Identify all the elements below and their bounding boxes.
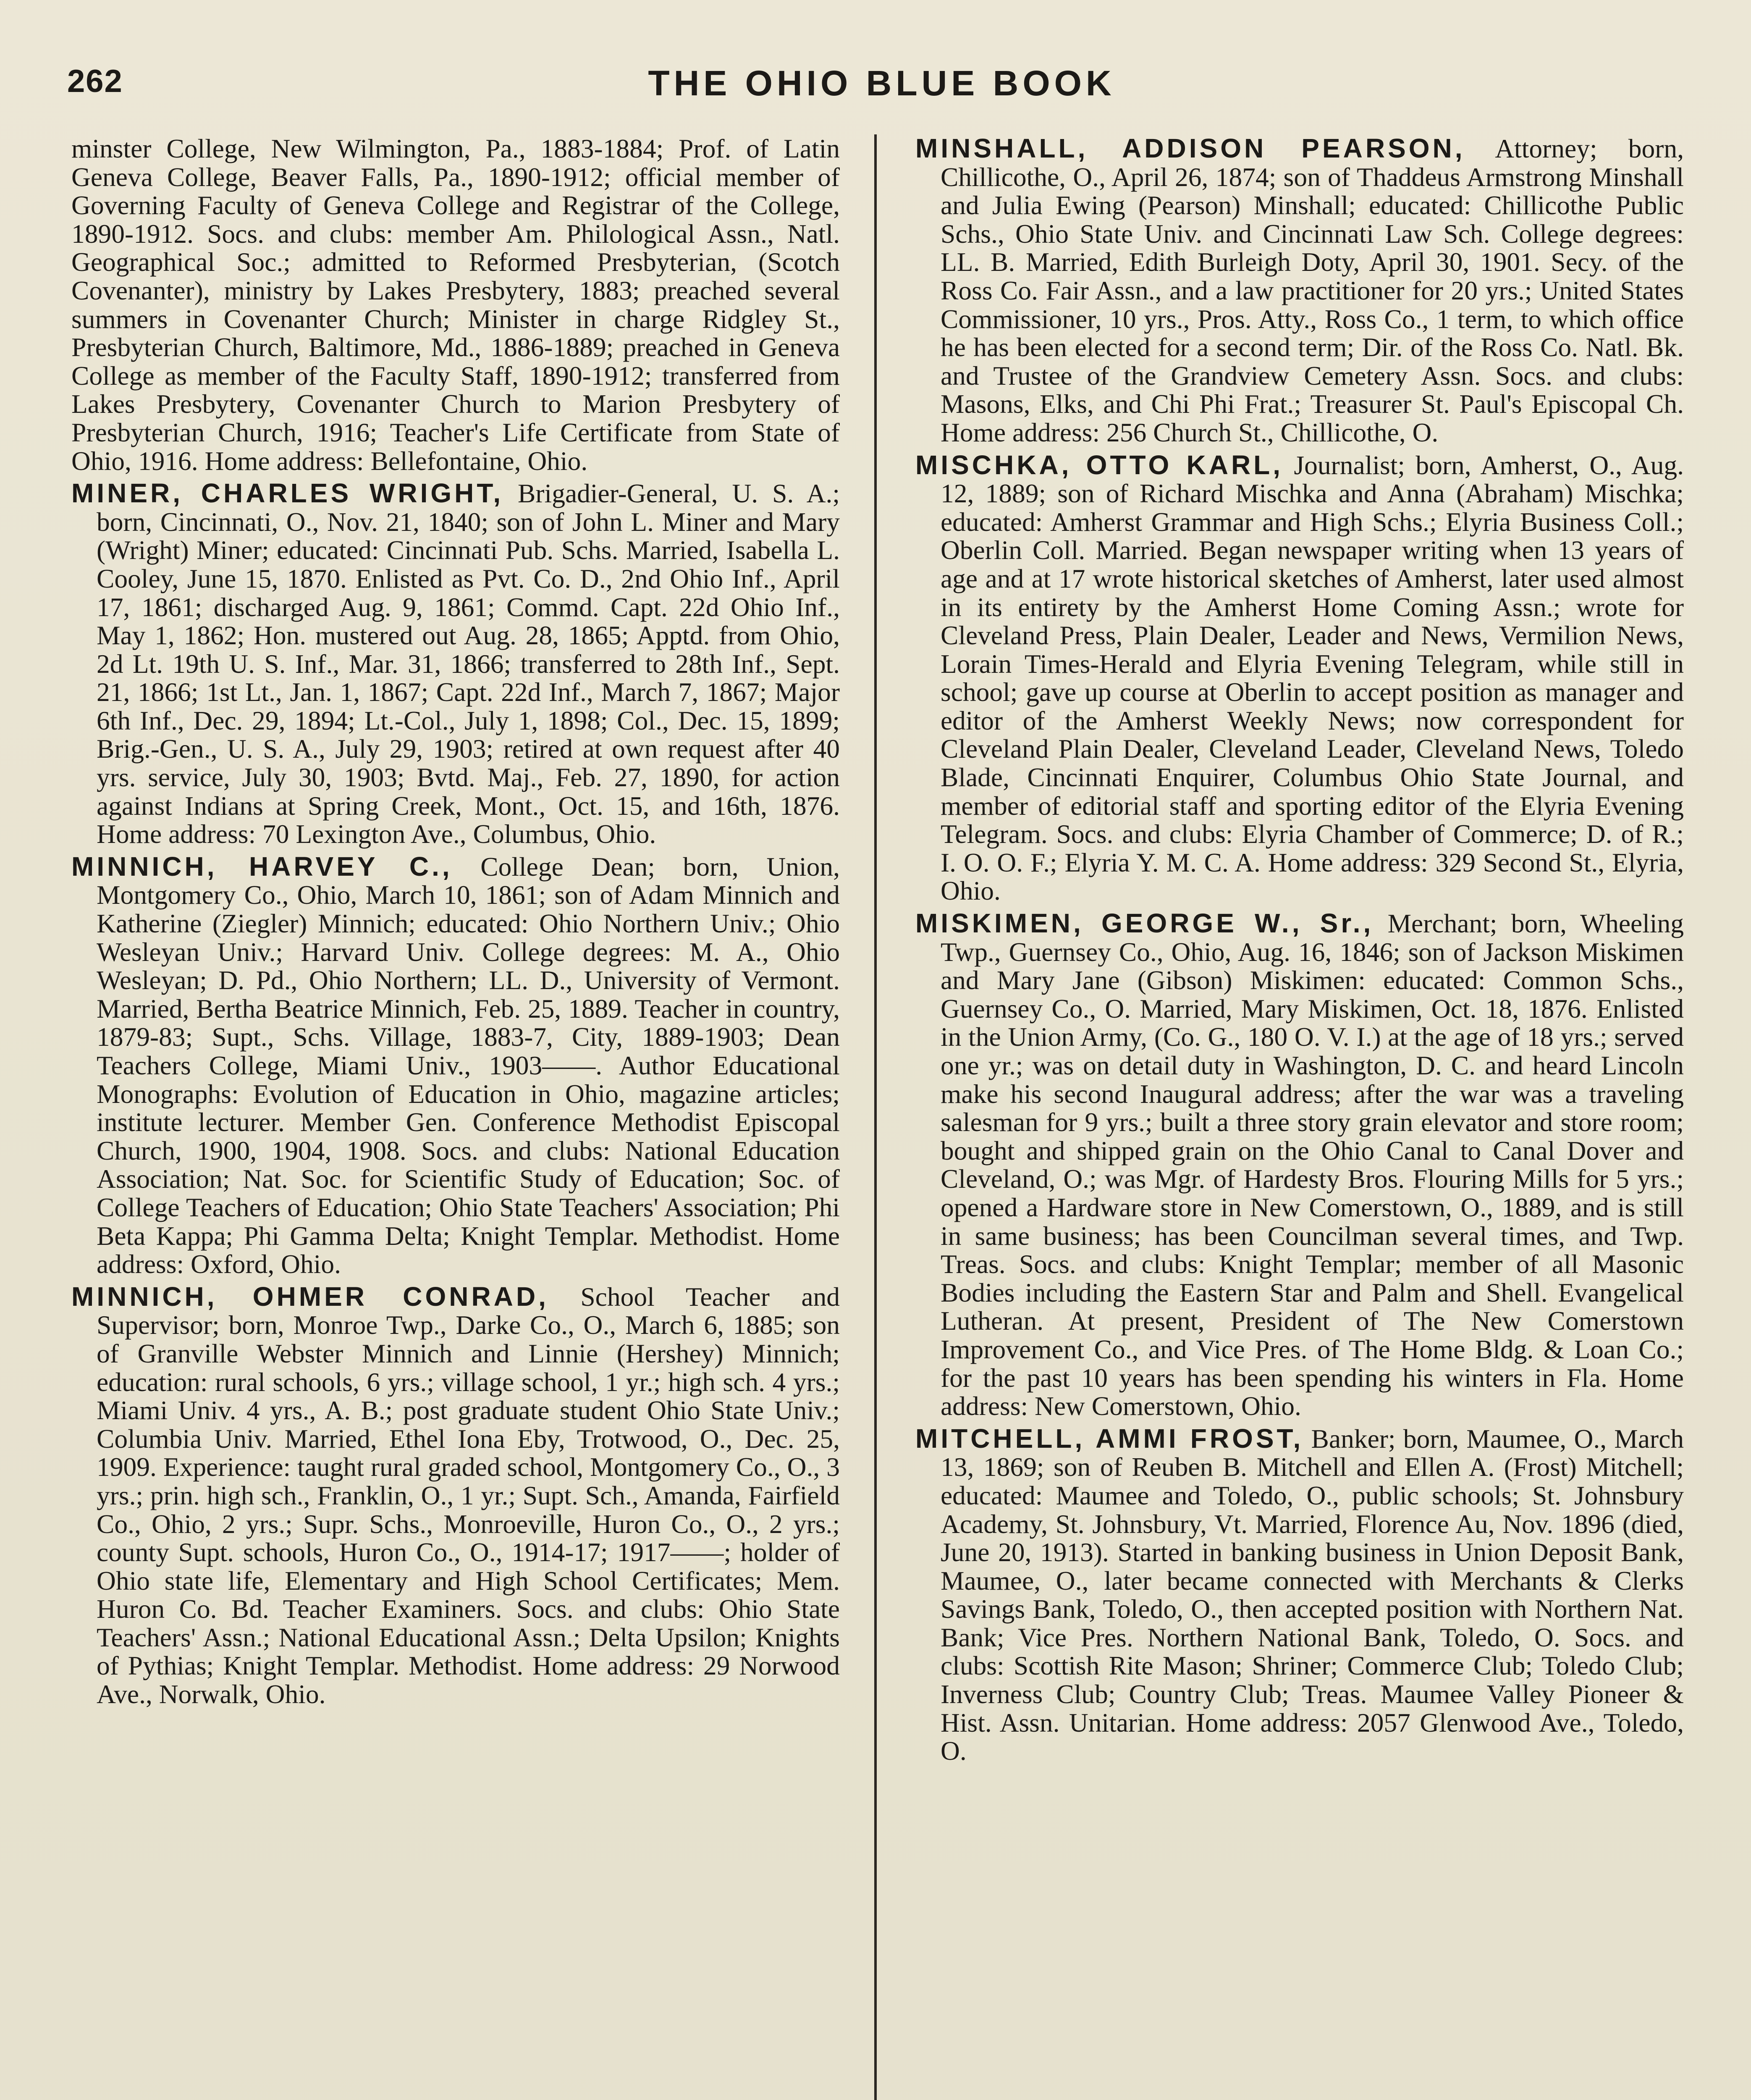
- column-divider: [874, 134, 877, 2100]
- entry-text: School Teacher and Supervisor; born, Monroe Twp., Darke Co., O., March 6, 1885; son of Granville Webster Minnich and Linnie (Hershey) Minnich; education: rural schools, 6 yrs.; village school, 1 yr.; high sch. 4 yrs.; Miami Univ. 4 yrs., A. B.; post graduate student Ohio State Univ.; Columbia Univ. Married, Ethel Iona Eby, Trotwood, O., Dec. 25, 1909. Experience: taught rural graded school, Montgomery Co., O., 3 yrs.; prin. high sch., Franklin, O., 1 yr.; Supt. Sch., Amanda, Fairfield Co., Ohio, 2 yrs.; Supr. Schs., Monroeville, Huron Co., O., 2 yrs.; county Supt. schools, Huron Co., O., 1914-17; 1917——; holder of Ohio state life, Elementary and High School Certificates; Mem. Huron Co. Bd. Teacher Examiners. Socs. and clubs: Ohio State Teachers' Assn.; National Educational Assn.; Delta Upsilon; Knights of Pythias; Knight Templar. Methodist. Home address: 29 Norwood Ave., Norwalk, Ohio.: [97, 1281, 840, 1709]
- entry-name: MINNICH, OHMER CONRAD,: [71, 1281, 549, 1312]
- entry-name: MITCHELL, AMMI FROST,: [915, 1423, 1304, 1454]
- entry-name: MISCHKA, OTTO KARL,: [915, 449, 1284, 480]
- entry-name: MISKIMEN, GEORGE W., Sr.,: [915, 908, 1374, 939]
- entry-text: Attorney; born, Chillicothe, O., April 26, 1874; son of Thaddeus Armstrong Minshall and Julia Ewing (Pearson) Minshall; educated: Chillicothe Public Schs., Ohio State Univ. and Cincinnati Law Sch. College degrees: LL. B. Married, Edith Burleigh Doty, April 30, 1901. Secy. of the Ross Co. Fair Assn., and a law practitioner for 20 yrs.; United States Commissioner, 10 yrs., Pros. Atty., Ross Co., 1 term, to which office he has been elected for a second term; Dir. of the Ross Co. Natl. Bk. and Trustee of the Grandview Cemetery Assn. Socs. and clubs: Masons, Elks, and Chi Phi Frat.; Treasurer St. Paul's Episcopal Ch. Home address: 256 Church St., Chillicothe, O.: [941, 134, 1684, 447]
- entry-text: Merchant; born, Wheeling Twp., Guernsey Co., Ohio, Aug. 16, 1846; son of Jackson Miskimen and Mary Jane (Gibson) Miskimen: educated: Common Schs., Guernsey Co., O. Married, Mary Miskimen, Oct. 18, 1876. Enlisted in the Union Army, (Co. G., 180 O. V. I.) at the age of 18 yrs.; served one yr.; was on detail duty in Washington, D. C. and heard Lincoln make his second Inaugural address; after the war was a traveling salesman for 9 yrs.; built a three story grain elevator and store room; bought and shipped grain on the Ohio Canal to Canal Dover and Cleveland, O.; was Mgr. of Hardesty Bros. Flouring Mills for 5 yrs.; opened a Hardware store in New Comerstown, O., 1889, and is still in same business; has been Councilman several times, and Twp. Treas. Socs. and clubs: Knight Templar; member of all Masonic Bodies including the Eastern Star and Palm and Shell. Evangelical Lutheran. At present, President of The New Comerstown Improvement Co., and Vice Pres. of The Home Bldg. & Loan Co.; for the past 10 years has been spending his winters in Fla. Home address: New Comerstown, Ohio.: [941, 908, 1684, 1421]
- continued-entry-text: minster College, New Wilmington, Pa., 1883-1884; Prof. of Latin Geneva College, Beaver Falls, Pa., 1890-1912; official member of Governing Faculty of Geneva College and Registrar of the College, 1890-1912. Socs. and clubs: member Am. Philological Assn., Natl. Geographical Soc.; admitted to Reformed Presbyterian, (Scotch Covenanter), ministry by Lakes Presbytery, 1883; preached several summers in Covenanter Church; Minister in charge Ridgley St., Presbyterian Church, Baltimore, Md., 1886-1889; preached in Geneva College as member of the Faculty Staff, 1890-1912; transferred from Lakes Presbytery, Covenanter Church to Marion Presbytery of Presbyterian Church, 1916; Teacher's Life Certificate from State of Ohio, 1916. Home address: Bellefontaine, Ohio.: [71, 134, 840, 476]
- entry-text: Journalist; born, Amherst, O., Aug. 12, 1889; son of Richard Mischka and Anna (Abraham) Mischka; educated: Amherst Grammar and High Schs.; Elyria Business Coll.; Oberlin Coll. Married. Began newspaper writing when 13 years of age and at 17 wrote historical sketches of Amherst, later used almost in its entirety by the Amherst Home Coming Assn.; wrote for Cleveland Press, Plain Dealer, Leader and News, Vermilion News, Lorain Times-Herald and Elyria Evening Telegram, while still in school; gave up course at Oberlin to accept position as manager and editor of the Amherst Weekly News; now correspondent for Cleveland Plain Dealer, Cleveland Leader, Cleveland News, Toledo Blade, Cincinnati Enquirer, Columbus Ohio State Journal, and member of editorial staff and sporting editor of the Elyria Evening Telegram. Socs. and clubs: Elyria Chamber of Commerce; D. of R.; I. O. O. F.; Elyria Y. M. C. A. Home address: 329 Second St., Elyria, Ohio.: [941, 450, 1684, 906]
- running-title: THE OHIO BLUE BOOK: [648, 63, 1116, 103]
- right-column: [915, 134, 1684, 2100]
- page-header: [67, 63, 1696, 113]
- biography-entry: [71, 1283, 840, 1709]
- left-column: [71, 134, 840, 2100]
- biography-entry: [915, 451, 1684, 906]
- entry-text: Banker; born, Maumee, O., March 13, 1869; son of Reuben B. Mitchell and Ellen A. (Frost) Mitchell; educated: Maumee and Toledo, O., public schools; St. Johnsbury Academy, St. Johnsbury, Vt. Married, Florence Au, Nov. 1896 (died, June 20, 1913). Started in banking business in Union Deposit Bank, Maumee, O., later became connected with Merchants & Clerks Savings Bank, Toledo, O., then accepted position with Northern Nat. Bank; Vice Pres. Northern National Bank, Toledo, O. Socs. and clubs: Scottish Rite Mason; Shriner; Commerce Club; Toledo Club; Inverness Club; Country Club; Treas. Maumee Valley Pioneer & Hist. Assn. Unitarian. Home address: 2057 Glenwood Ave., Toledo, O.: [941, 1423, 1684, 1766]
- biography-entry: [915, 909, 1684, 1420]
- entry-name: MINSHALL, ADDISON PEARSON,: [915, 134, 1465, 163]
- biography-entry: [915, 134, 1684, 447]
- page-number: 262: [67, 63, 123, 99]
- biography-entry: [915, 1425, 1684, 1765]
- biography-entry: [71, 853, 840, 1278]
- entry-text: Brigadier-General, U. S. A.; born, Cincinnati, O., Nov. 21, 1840; son of John L. Miner and Mary (Wright) Miner; educated: Cincinnati Pub. Schs. Married, Isabella L. Cooley, June 15, 1870. Enlisted as Pvt. Co. D., 2nd Ohio Inf., April 17, 1861; discharged Aug. 9, 1861; Commd. Capt. 22d Ohio Inf., May 1, 1862; Hon. mustered out Aug. 28, 1865; Apptd. from Ohio, 2d Lt. 19th U. S. Inf., Mar. 31, 1866; transferred to 28th Inf., Sept. 21, 1866; 1st Lt., Jan. 1, 1867; Capt. 22d Inf., March 7, 1867; Major 6th Inf., Dec. 29, 1894; Lt.-Col., July 1, 1898; Col., Dec. 15, 1899; Brig.-Gen., U. S. A., July 29, 1903; retired at own request after 40 yrs. service, July 30, 1903; Bvtd. Maj., Feb. 27, 1890, for action against Indians at Spring Creek, Mont., Oct. 15, and 16th, 1876. Home address: 70 Lexington Ave., Columbus, Ohio.: [97, 478, 840, 849]
- entry-name: MINER, CHARLES WRIGHT,: [71, 478, 504, 509]
- biography-entry: [71, 479, 840, 848]
- entry-name: MINNICH, HARVEY C.,: [71, 851, 453, 882]
- entry-text: College Dean; born, Union, Montgomery Co., Ohio, March 10, 1861; son of Adam Minnich and Katherine (Ziegler) Minnich; educated: Ohio Northern Univ.; Ohio Wesleyan Univ.; Harvard Univ. College degrees: M. A., Ohio Wesleyan; D. Pd., Ohio Northern; LL. D., University of Vermont. Married, Bertha Beatrice Minnich, Feb. 25, 1889. Teacher in country, 1879-83; Supt., Schs. Village, 1883-7, City, 1889-1903; Dean Teachers College, Miami Univ., 1903——. Author Educational Monographs: Evolution of Education in Ohio, magazine articles; institute lecturer. Member Gen. Conference Methodist Episcopal Church, 1900, 1904, 1908. Socs. and clubs: National Education Association; Nat. Soc. for Scientific Study of Education; Soc. of College Teachers of Education; Ohio State Teachers' Association; Phi Beta Kappa; Phi Gamma Delta; Knight Templar. Methodist. Home address: Oxford, Ohio.: [97, 851, 840, 1279]
